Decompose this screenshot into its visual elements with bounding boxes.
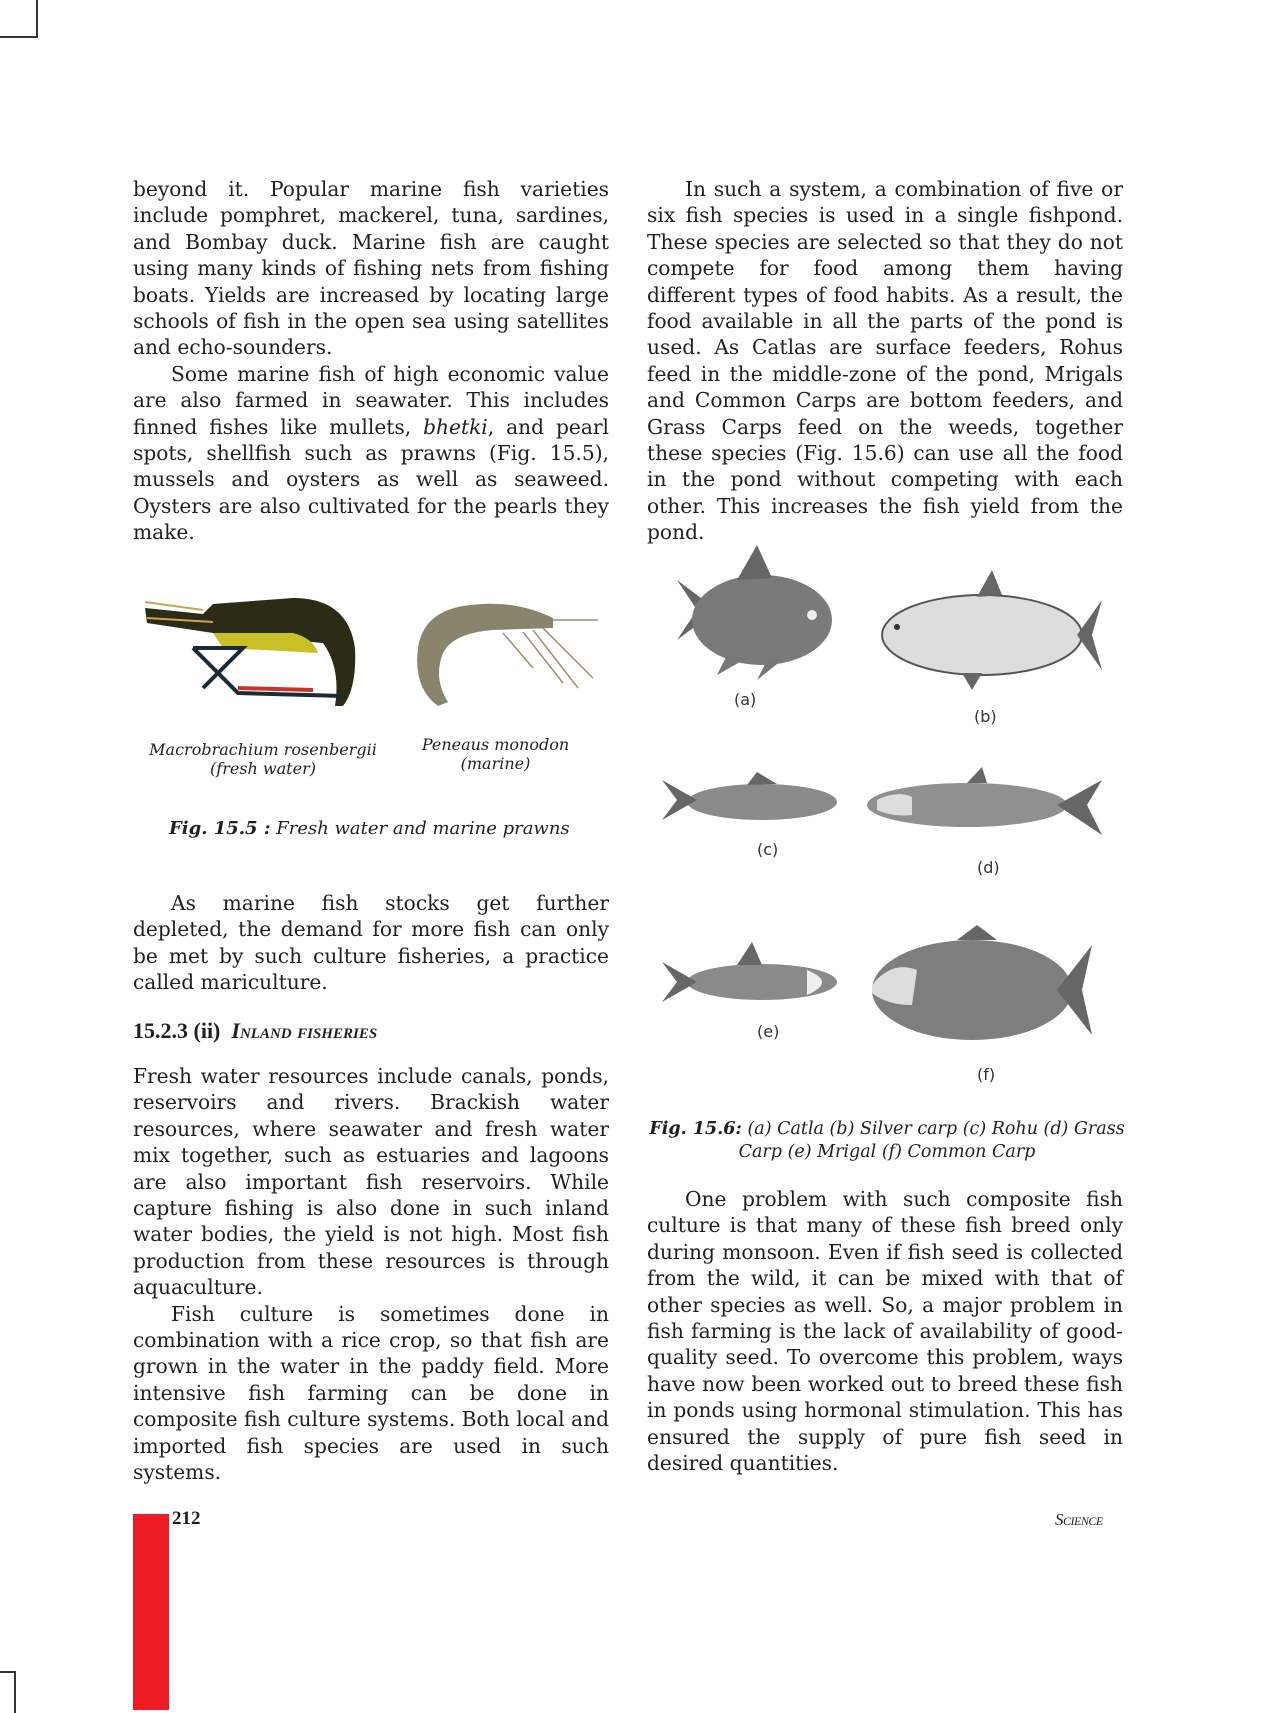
freshwater-prawn-image <box>143 588 358 708</box>
paragraph-marine-varieties: beyond it. Popular marine fish varieties include pomphret, mackerel, tuna, sardines, and Bombay duck. Marine fish are caught using many kinds of fishing nets from fishing boats. Yields are increased by locating large schools of fish in the open sea using satellites and echo-sounders. <box>133 177 609 360</box>
fish-grass-carp-image <box>867 765 1107 845</box>
fish-label-d: (d) <box>977 858 1000 877</box>
prawn-label-freshwater <box>133 740 393 778</box>
habitat-label: (marine) <box>460 754 531 773</box>
fish-label-b: (b) <box>974 707 997 726</box>
section-heading <box>133 1018 377 1044</box>
crop-mark-bottom-left <box>0 1671 16 1713</box>
crop-mark-top-left <box>0 0 38 38</box>
left-column-intro <box>133 176 609 546</box>
figure-number: Fig. 15.5 : <box>169 818 271 839</box>
text-span: Some marine fish of high economic value are also farmed in seawater. This includes finned fishes like mullets, <box>133 361 609 439</box>
page-number: 212 <box>172 1508 201 1529</box>
paragraph-fresh-water-resources: Fresh water resources include canals, ponds, reservoirs and rivers. Brackish water resources, where seawater and fresh water mix together, such as estuaries and lagoons are also important fish reservoirs. While capture fishing is also done in such inland water bodies, the yield is not high. Most fish production from these resources is through aquaculture. <box>133 1064 609 1300</box>
fish-label-f: (f) <box>977 1065 996 1084</box>
species-name: Peneaus monodon <box>421 735 570 754</box>
fish-catla-image <box>657 540 837 680</box>
fish-rohu-image <box>657 770 837 830</box>
figure-number: Fig. 15.6: <box>649 1119 742 1139</box>
paragraph-marine-farming <box>133 361 609 546</box>
prawn-label-marine <box>383 735 608 773</box>
figure-caption <box>169 818 609 839</box>
figure-caption-text: (a) Catla (b) Silver carp (c) Rohu (d) Grass Carp (e) Mrigal (f) Common Carp <box>738 1119 1125 1162</box>
inland-fisheries-text <box>133 1063 609 1486</box>
paragraph-fish-seed-problem: One problem with such composite fish culture is that many of these fish breed only during monsoon. Even if fish seed is collected from the wild, it can be mixed with that of other species as well. So, a major problem in fish farming is the lack of availability of good-quality seed. To overcome this problem, ways have now been worked out to breed these fish in ponds using hormonal stimulation. This has ensured the supply of pure fish seed in desired quantities. <box>647 1187 1123 1476</box>
right-column-intro <box>647 176 1123 546</box>
fish-silver-carp-image <box>877 565 1107 695</box>
fish-label-a: (a) <box>734 690 757 709</box>
paragraph-fish-culture: Fish culture is sometimes done in combination with a rice crop, so that fish are grown in the water in the paddy field. More intensive fish farming can be done in composite fish culture systems. Both local and imported fish species are used in such systems. <box>133 1301 609 1485</box>
section-number: 15.2.3 (ii) <box>133 1018 221 1043</box>
fish-label-e: (e) <box>757 1022 780 1041</box>
fish-mrigal-image <box>657 940 837 1015</box>
prawn-drawing <box>417 604 598 706</box>
fish-common-carp-image <box>857 925 1097 1055</box>
fish-label-c: (c) <box>757 840 779 859</box>
book-title-footer: Science <box>1055 1510 1103 1529</box>
italic-term-bhetki: bhetki <box>423 414 488 439</box>
marine-prawn-image <box>403 588 598 713</box>
habitat-label: (fresh water) <box>210 759 316 778</box>
page-accent-bar <box>133 1514 169 1710</box>
section-title: Inland fisheries <box>231 1018 378 1043</box>
figure-15-5 <box>133 578 609 848</box>
figure-15-6 <box>647 540 1127 1100</box>
prawn-drawing <box>145 598 355 706</box>
paragraph-mariculture: As marine fish stocks get further depleted, the demand for more fish can only be met by such culture fisheries, a practice called mariculture. <box>133 891 609 995</box>
paragraph-composite-system: In such a system, a combination of five or six fish species is used in a single fishpond. These species are selected so that they do not compete for food among them having different types of food habits. As a result, the food available in all the parts of the pond is used. As Catlas are surface feeders, Rohus feed in the middle-zone of the pond, Mrigals and Common Carps are bottom feeders, and Grass Carps feed on the weeds, together these species (Fig. 15.6) can use all the food in the pond without competing with each other. This increases the fish yield from the pond. <box>647 177 1123 545</box>
species-name: Macrobrachium rosenbergii <box>149 740 377 759</box>
figure-caption-text: Fresh water and marine prawns <box>270 818 570 839</box>
text-span: , and pearl spots, shellfish such as prawns (Fig. 15.5), mussels and oysters as well as seaweed. Oysters are also cultivated for the pearls they make. <box>133 414 609 545</box>
figure-15-6-caption <box>647 1118 1127 1164</box>
